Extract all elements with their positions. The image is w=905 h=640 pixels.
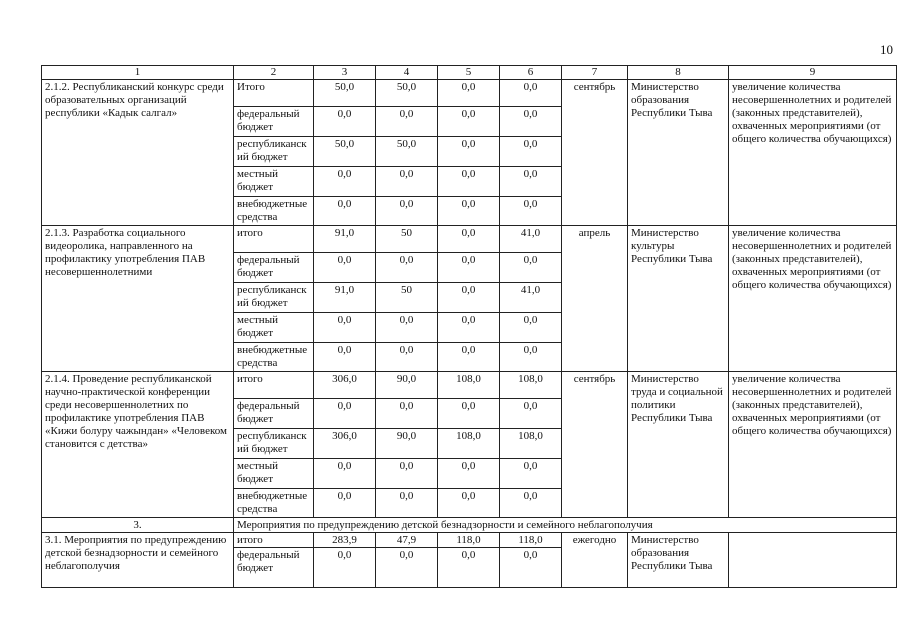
value-cell: 0,0 [314,343,376,372]
value-cell: 91,0 [314,283,376,313]
value-cell: 0,0 [376,167,438,197]
section-number: 3. [42,518,234,533]
program-table [41,65,897,588]
value-cell: 50,0 [376,80,438,107]
value-cell: 0,0 [438,80,500,107]
funding-source-cell: республиканский бюджет [234,283,314,313]
activity-cell: 2.1.3. Разработка социального видеоролика, направленного на профилактику употребления ПАВ несовершеннолетними [42,226,234,372]
value-cell: 50,0 [314,137,376,167]
value-cell: 0,0 [376,197,438,226]
term-cell: апрель [562,226,628,372]
value-cell: 0,0 [500,399,562,429]
funding-source-cell: Итого [234,80,314,107]
value-cell: 0,0 [500,343,562,372]
value-cell: 0,0 [376,489,438,518]
value-cell: 0,0 [500,548,562,588]
funding-source-cell: республиканский бюджет [234,137,314,167]
funding-source-cell: итого [234,533,314,548]
value-cell: 0,0 [314,107,376,137]
value-cell: 0,0 [376,313,438,343]
value-cell: 0,0 [438,253,500,283]
funding-source-cell: республиканский бюджет [234,429,314,459]
value-cell: 0,0 [500,137,562,167]
value-cell: 0,0 [500,253,562,283]
value-cell: 118,0 [500,533,562,548]
value-cell: 0,0 [376,459,438,489]
result-cell: увеличение количества несовершеннолетних и родителей (законных представителей), охваченных мероприятиями (от общего количества обучающихся) [729,80,897,226]
value-cell: 0,0 [500,107,562,137]
value-cell: 41,0 [500,283,562,313]
header-cell: 1 [42,66,234,80]
funding-source-cell: местный бюджет [234,167,314,197]
value-cell: 0,0 [314,459,376,489]
section-title: Мероприятия по предупреждению детской безнадзорности и семейного неблагополучия [234,518,897,533]
table-row [42,372,897,399]
funding-source-cell: внебюджетные средства [234,489,314,518]
header-cell: 3 [314,66,376,80]
value-cell: 0,0 [376,343,438,372]
value-cell: 0,0 [376,548,438,588]
value-cell: 0,0 [438,489,500,518]
funding-source-cell: итого [234,226,314,253]
value-cell: 0,0 [438,167,500,197]
value-cell: 0,0 [314,197,376,226]
value-cell: 91,0 [314,226,376,253]
value-cell: 0,0 [500,167,562,197]
value-cell: 50 [376,283,438,313]
value-cell: 108,0 [500,372,562,399]
value-cell: 0,0 [438,226,500,253]
value-cell: 108,0 [438,372,500,399]
value-cell: 0,0 [438,283,500,313]
value-cell: 0,0 [438,343,500,372]
value-cell: 0,0 [314,548,376,588]
executor-cell: Министерство образования Республики Тыва [628,533,729,588]
funding-source-cell: итого [234,372,314,399]
value-cell: 0,0 [438,197,500,226]
result-cell: увеличение количества несовершеннолетних и родителей (законных представителей), охваченных мероприятиями (от общего количества обучающихся) [729,226,897,372]
table-row [42,533,897,548]
term-cell: сентябрь [562,80,628,226]
term-cell: ежегодно [562,533,628,588]
header-cell: 6 [500,66,562,80]
funding-source-cell: местный бюджет [234,313,314,343]
table-row [42,226,897,253]
value-cell: 283,9 [314,533,376,548]
value-cell: 0,0 [500,313,562,343]
value-cell: 306,0 [314,429,376,459]
funding-source-cell: внебюджетные средства [234,197,314,226]
funding-source-cell: федеральный бюджет [234,548,314,588]
value-cell: 118,0 [438,533,500,548]
value-cell: 0,0 [376,253,438,283]
value-cell: 50,0 [376,137,438,167]
value-cell: 0,0 [314,313,376,343]
value-cell: 0,0 [500,80,562,107]
executor-cell: Министерство образования Республики Тыва [628,80,729,226]
activity-cell: 2.1.2. Республиканский конкурс среди образовательных организаций республики «Кадык салгал» [42,80,234,226]
result-cell: увеличение количества несовершеннолетних и родителей (законных представителей), охваченных мероприятиями (от общего количества обучающихся) [729,372,897,518]
value-cell: 0,0 [314,253,376,283]
page-number: 10 [880,42,893,57]
funding-source-cell: федеральный бюджет [234,253,314,283]
value-cell: 0,0 [438,137,500,167]
value-cell: 0,0 [438,548,500,588]
header-cell: 7 [562,66,628,80]
value-cell: 0,0 [438,107,500,137]
value-cell: 41,0 [500,226,562,253]
header-cell: 4 [376,66,438,80]
funding-source-cell: федеральный бюджет [234,399,314,429]
section-row [42,518,897,533]
executor-cell: Министерство культуры Республики Тыва [628,226,729,372]
header-cell: 9 [729,66,897,80]
activity-cell: 2.1.4. Проведение республиканской научно-практической конференции среди несовершеннолетних по профилактике употребления ПАВ «Кижи болуру чажындан» «Человеком становится с детства» [42,372,234,518]
table-row [42,80,897,107]
value-cell: 47,9 [376,533,438,548]
value-cell: 90,0 [376,429,438,459]
term-cell: сентябрь [562,372,628,518]
result-cell [729,533,897,588]
value-cell: 0,0 [314,399,376,429]
value-cell: 0,0 [314,167,376,197]
header-row [42,66,897,80]
funding-source-cell: местный бюджет [234,459,314,489]
value-cell: 0,0 [438,313,500,343]
value-cell: 50,0 [314,80,376,107]
value-cell: 90,0 [376,372,438,399]
value-cell: 0,0 [438,399,500,429]
executor-cell: Министерство труда и социальной политики Республики Тыва [628,372,729,518]
value-cell: 0,0 [500,459,562,489]
header-cell: 2 [234,66,314,80]
value-cell: 0,0 [500,489,562,518]
value-cell: 0,0 [438,459,500,489]
value-cell: 108,0 [500,429,562,459]
header-cell: 5 [438,66,500,80]
value-cell: 0,0 [376,107,438,137]
value-cell: 50 [376,226,438,253]
funding-source-cell: внебюджетные средства [234,343,314,372]
activity-cell: 3.1. Мероприятия по предупреждению детской безнадзорности и семейного неблагополучия [42,533,234,588]
value-cell: 306,0 [314,372,376,399]
value-cell: 0,0 [314,489,376,518]
header-cell: 8 [628,66,729,80]
value-cell: 0,0 [376,399,438,429]
value-cell: 108,0 [438,429,500,459]
value-cell: 0,0 [500,197,562,226]
funding-source-cell: федеральный бюджет [234,107,314,137]
